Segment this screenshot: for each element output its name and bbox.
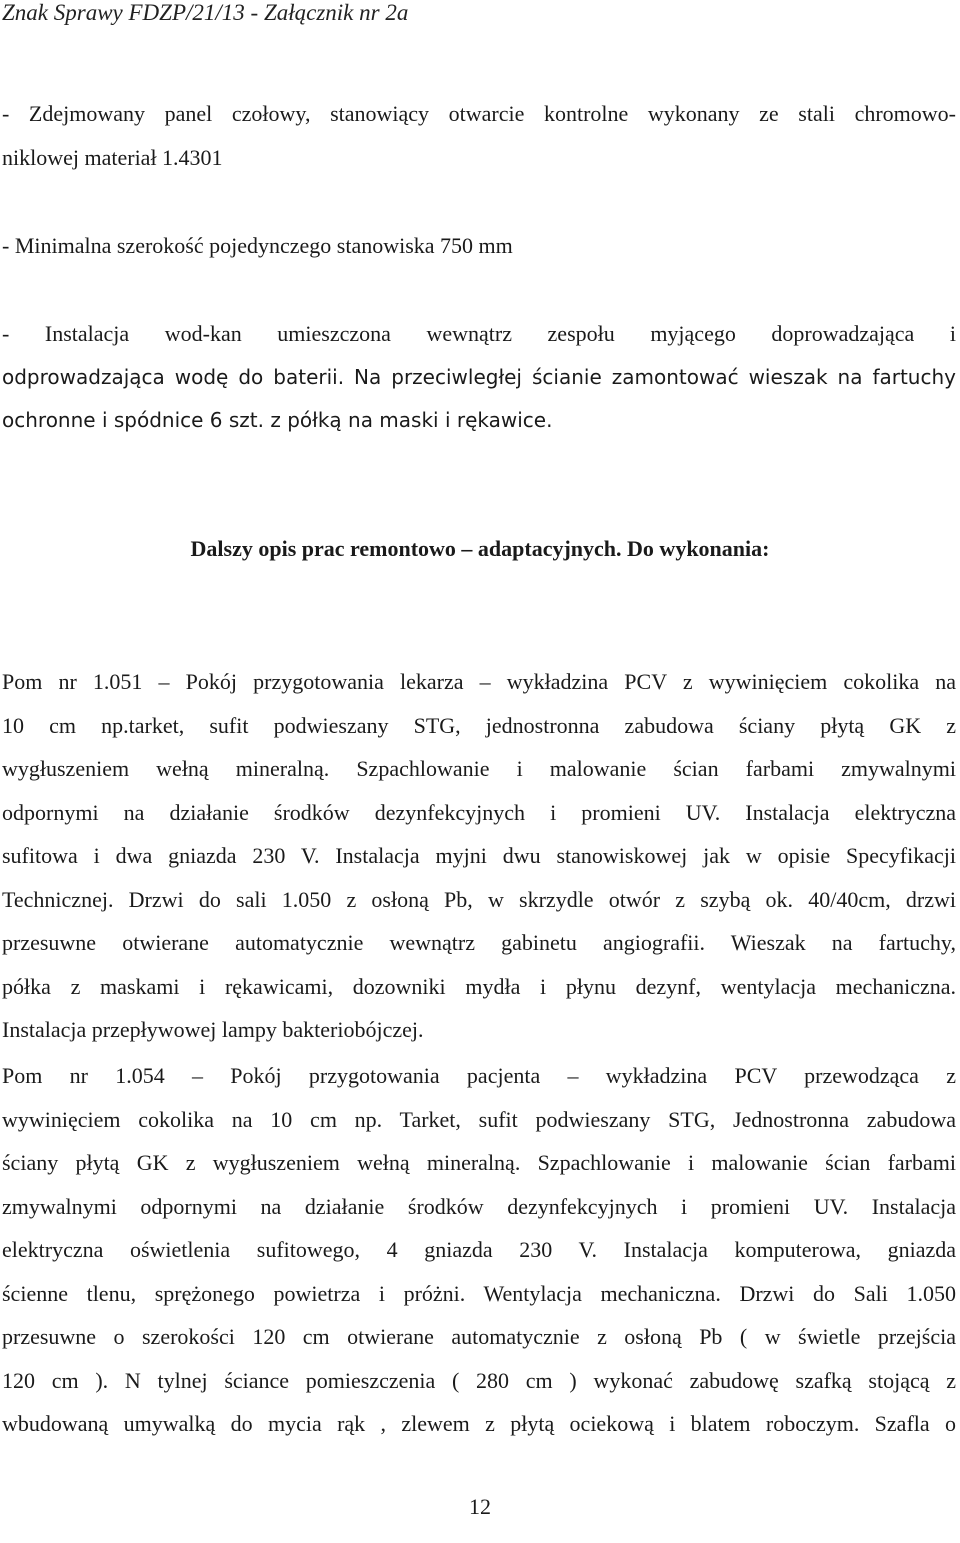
- text-line: 120 cm ). N tylnej ściance pomieszczenia ( 280 cm ) wykonać zabudowę szafką stojącą z: [2, 1367, 956, 1393]
- text-line: - Zdejmowany panel czołowy, stanowiący otwarcie kontrolne wykonany ze stali chromowo-: [2, 101, 956, 126]
- text-line: ochronne i spódnice 6 szt. z półką na maski i rękawice.: [2, 408, 553, 432]
- text-line: wbudowaną umywalką do mycia rąk , zlewem z płytą ociekową i blatem roboczym. Szafla o: [2, 1411, 956, 1436]
- text-line: - Instalacja wod-kan umieszczona wewnątrz zespołu myjącego doprowadzająca i: [2, 321, 956, 346]
- text-line: zmywalnymi odpornymi na działanie środków dezynfekcyjnych i promieni UV. Instalacja: [2, 1193, 956, 1219]
- section-heading: Dalszy opis prac remontowo – adaptacyjnych. Do wykonania:: [190, 536, 770, 561]
- text-line: wywinięciem cokolika na 10 cm np. Tarket, sufit podwieszany STG, Jednostronna zabudowa: [2, 1106, 956, 1132]
- text-line: Instalacja przepływowej lampy bakteriobójczej.: [2, 1017, 424, 1042]
- text-line: - Minimalna szerokość pojedynczego stanowiska 750 mm: [2, 233, 513, 258]
- text-line: półka z maskami i rękawicami, dozowniki mydła i płynu dezynf, wentylacja mechaniczna.: [2, 973, 956, 999]
- text-line: Pom nr 1.054 – Pokój przygotowania pacjenta – wykładzina PCV przewodząca z: [2, 1063, 956, 1088]
- text-line: przesuwne otwierane automatycznie wewnątrz gabinetu angiografii. Wieszak na fartuchy,: [2, 930, 956, 955]
- text-line: 10 cm np.tarket, sufit podwieszany STG, jednostronna zabudowa ściany płytą GK z: [2, 712, 956, 738]
- text-line: niklowej materiał 1.4301: [2, 144, 223, 170]
- paragraph-room-1051: [2, 660, 956, 1052]
- text-line: Pom nr 1.051 – Pokój przygotowania lekarza – wykładzina PCV z wywinięciem cokolika na: [2, 669, 956, 694]
- text-line: odpornymi na działanie środków dezynfekcyjnych i promieni UV. Instalacja elektryczna: [2, 799, 956, 825]
- text-line: przesuwne o szerokości 120 cm otwierane automatycznie z osłoną Pb ( w świetle przejścia: [2, 1324, 956, 1349]
- paragraph-panel: [2, 92, 956, 179]
- text-line: sufitowa i dwa gniazda 230 V. Instalacja myjni dwu stanowiskowej jak w opisie Specyfikacji: [2, 843, 956, 868]
- text-line: ściany płytą GK z wygłuszeniem wełną mineralną. Szpachlowanie i malowanie ścian farbami: [2, 1150, 956, 1175]
- page-number: 12: [469, 1494, 491, 1519]
- text-line: Technicznej. Drzwi do sali 1.050 z osłoną Pb, w skrzydle otwór z szybą ok. 40/40cm, drzwi: [2, 886, 956, 912]
- text-line: odprowadzająca wodę do baterii. Na przeciwległej ścianie zamontować wieszak na fartuchy: [2, 364, 956, 389]
- text-line: ścienne tlenu, sprężonego powietrza i próżni. Wentylacja mechaniczna. Drzwi do Sali 1.050: [2, 1280, 956, 1306]
- document-header: Znak Sprawy FDZP/21/13 - Załącznik nr 2a: [2, 0, 409, 25]
- paragraph-room-1054: [2, 1054, 956, 1446]
- text-line: elektryczna oświetlenia sufitowego, 4 gniazda 230 V. Instalacja komputerowa, gniazda: [2, 1237, 956, 1262]
- paragraph-width: [2, 224, 956, 268]
- paragraph-installation: [2, 312, 956, 443]
- text-line: wygłuszeniem wełną mineralną. Szpachlowanie i malowanie ścian farbami zmywalnymi: [2, 756, 956, 781]
